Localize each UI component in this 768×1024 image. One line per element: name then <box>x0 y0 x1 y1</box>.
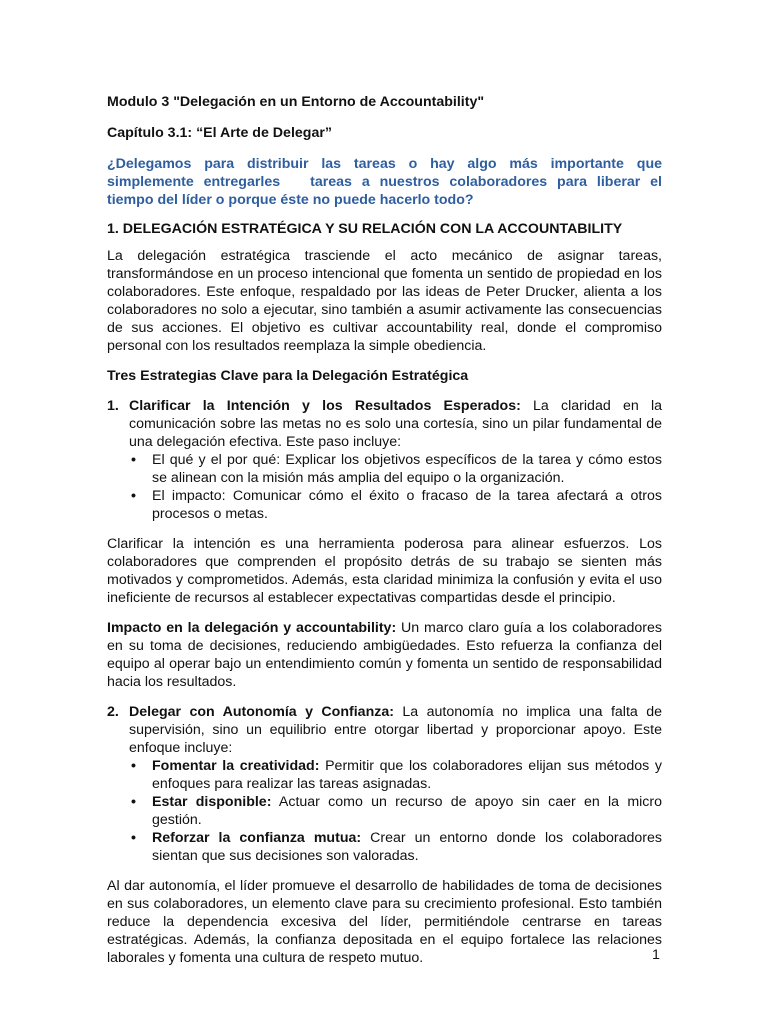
list-item <box>129 487 662 523</box>
guiding-question <box>107 155 662 209</box>
list-item <box>129 757 662 793</box>
bullet-icon: • <box>131 758 136 774</box>
page-number: 1 <box>652 947 660 963</box>
impact-text: Un marco claro guía a los colaboradores en su toma de decisiones, reduciendo ambigüedades. Esto refuerza la confianza del equipo al operar bajo un entendimiento común y fomenta un sentido de responsabilidad hacia los resultados. <box>107 620 663 690</box>
bullet-label: Fomentar la creatividad: <box>152 758 320 774</box>
strategies-heading: Tres Estrategias Clave para la Delegación Estratégica <box>107 368 469 384</box>
strategy-item-2-title: Delegar con Autonomía y Confianza: <box>129 704 394 720</box>
bullet-text: El qué y el por qué: Explicar los objetivos específicos de la tarea y cómo estos se alinean con la misión más amplia del equipo o la organización. <box>152 452 662 486</box>
page-content <box>107 93 662 979</box>
strategy-item-2 <box>107 703 662 865</box>
question-line-2: tareas a nuestros colaboradores para liberar el tiempo del líder o porque éste no puede hacerlo todo? <box>107 174 662 208</box>
bullet-text: Permitir que los colaboradores elijan sus métodos y enfoques para realizar las tareas asignadas. <box>152 758 662 792</box>
strategy-item-1-title: Clarificar la Intención y los Resultados Esperados: <box>129 398 521 414</box>
strategy-item-2-text <box>107 703 662 757</box>
question-line-1: ¿Delegamos para distribuir las tareas o hay algo más importante que simplemente entregarles <box>107 156 662 190</box>
bullet-text: El impacto: Comunicar cómo el éxito o fracaso de la tarea afectará a otros procesos o metas. <box>152 488 662 522</box>
bullet-text: Crear un entorno donde los colaboradores sientan que sus decisiones son valoradas. <box>152 830 662 864</box>
list-item <box>129 451 662 487</box>
impact-paragraph <box>107 619 662 691</box>
strategy-item-2-number: 2. <box>107 704 119 720</box>
bullet-label: Reforzar la confianza mutua: <box>152 830 362 846</box>
list-item <box>129 829 662 865</box>
list-item <box>129 793 662 829</box>
chapter-title: Capítulo 3.1: “El Arte de Delegar” <box>107 125 332 141</box>
intro-paragraph: La delegación estratégica trasciende el acto mecánico de asignar tareas, transformándose en un proceso intencional que fomenta un sentido de propiedad en los colaboradores. Este enfoque, respaldado por las ideas de Peter Drucker, alienta a los colaboradores no solo a ejecutar, sino también a asumir activamente las consecuencias de sus acciones. El objetivo es cultivar accountability real, donde el compromiso personal con los resultados reemplaza la simple obediencia. <box>107 248 662 354</box>
module-title: Modulo 3 "Delegación en un Entorno de Accountability" <box>107 94 485 110</box>
bullet-text: Actuar como un recurso de apoyo sin caer en la micro gestión. <box>152 794 662 828</box>
bullet-icon: • <box>131 794 136 810</box>
strategy-item-2-bullets <box>107 757 662 865</box>
bullet-label: Estar disponible: <box>152 794 272 810</box>
strategy-item-2-body: La autonomía no implica una falta de supervisión, sino un equilibrio entre otorgar libertad y proporcionar apoyo. Este enfoque incluye: <box>129 704 662 756</box>
clarify-paragraph: Clarificar la intención es una herramienta poderosa para alinear esfuerzos. Los colaboradores que comprenden el propósito detrás de su trabajo se sienten más motivados y comprometidos. Además, esta claridad minimiza la confusión y evita el uso ineficiente de recursos al establecer expectativas compartidas desde el principio. <box>107 536 662 606</box>
strategy-item-1 <box>107 397 662 523</box>
bullet-icon: • <box>131 830 136 846</box>
bullet-icon: • <box>131 488 136 504</box>
strategy-item-1-text <box>107 397 662 451</box>
autonomy-paragraph: Al dar autonomía, el líder promueve el desarrollo de habilidades de toma de decisiones en sus colaboradores, un elemento clave para su crecimiento profesional. Esto también reduce la dependencia excesiva del líder, permitiéndole centrarse en tareas estratégicas. Además, la confianza depositada en el equipo fortalece las relaciones laborales y fomenta una cultura de respeto mutuo. <box>107 878 662 966</box>
strategy-item-1-body: La claridad en la comunicación sobre las metas no es solo una cortesía, sino un pilar fundamental de una delegación efectiva. Este paso incluye: <box>129 398 662 450</box>
bullet-icon: • <box>131 452 136 468</box>
strategy-item-1-bullets <box>107 451 662 523</box>
strategy-item-1-number: 1. <box>107 398 119 414</box>
section-1-heading: 1. DELEGACIÓN ESTRATÉGICA Y SU RELACIÓN CON LA ACCOUNTABILITY <box>107 221 623 237</box>
impact-label: Impacto en la delegación y accountability: <box>107 620 397 636</box>
